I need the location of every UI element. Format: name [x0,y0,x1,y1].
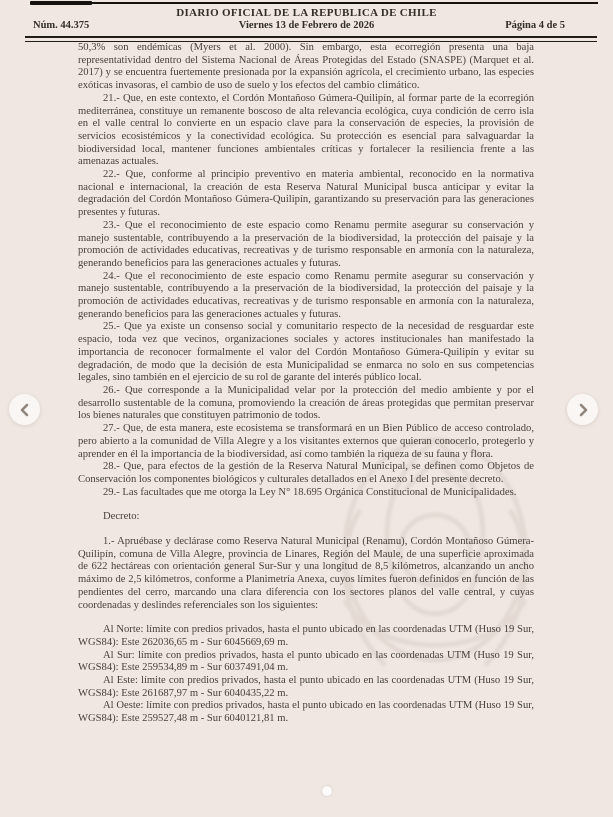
cursor-dot [322,786,332,796]
paragraph: 23.- Que el reconocimiento de este espacio como Renamu permite asegurar su conservación y manejo sustentable, contribuyendo a la preservación de la biodiversidad, la protección del paisaje y la promoción de actividades educativas, recreativas y de turismo responsable en armonía con la naturaleza, generando beneficios para las generaciones actuales y futuras. [78,219,534,269]
page-indicator: Página 4 de 5 [505,20,565,31]
scan-artifact-blob [30,1,92,5]
paragraph: 50,3% son endémicas (Myers et al. 2000). Sin embargo, esta ecorregión presenta una baja representatividad dentro del Sistema Nacional de Áreas Protegidas del Estado (SNASPE) (Marquet et al. 2017) y se encuentra fuertemente presionada por la expansión agrícola, el crecimiento urbano, las especies exóticas invasoras, el cambio de uso de suelo y los efectos del cambio climático. [78,42,534,92]
issue-date: Viernes 13 de Febrero de 2026 [238,20,375,31]
previous-page-button[interactable] [9,394,40,425]
header-meta-row [0,20,613,33]
chevron-right-icon [576,403,590,417]
paragraph: 21.- Que, en este contexto, el Cordón Montañoso Gúmera-Quilipín, al formar parte de la ecorregión mediterránea, constituye un remanente boscoso de alta relevancia ecológica, cuya condición de cerro isla en el valle central lo convierte en un espacio clave para la conservación de especies, la provisión de servicios ecosistémicos y la conectividad ecológica. Su protección es esencial para salvaguardar la biodiversidad local, mantener funciones ambientales críticas y fortalecer la resiliencia frente a las amenazas actuales. [78,92,534,168]
paragraph: Al Oeste: límite con predios privados, hasta el punto ubicado en las coordenadas UTM (Huso 19 Sur, WGS84): Este 259527,48 m - Sur 6040121,81 m. [78,700,534,725]
paragraph: Al Norte: límite con predios privados, hasta el punto ubicado en las coordenadas UTM (Huso 19 Sur, WGS84): Este 262036,65 m - Sur 6045669,69 m. [78,624,534,648]
paragraph: 27.- Que, de esta manera, este ecosistema se transformará en un Bien Público de acceso controlado, pero abierto a la comunidad de Villa Alegre y a los visitantes externos que quieran conocerlo, protegerlo y aprender en él la importancia de la biodiversidad, así como también la riqueza de su fauna y flora. [78,423,534,460]
chevron-left-icon [18,403,32,417]
paragraph: 1.- Apruébase y declárase como Reserva Natural Municipal (Renamu), Cordón Montañoso Gúmera-Quilipín, comuna de Villa Alegre, provincia de Linares, Región del Maule, de una superficie aproximada de 622 hectáreas con orientación general Sur-Sur y una longitud de 8,5 kilómetros, alcanzando un ancho máximo de 2,5 kilómetros, conforme a Planimetría Anexa, cuyos límites fueron definidos en función de las pendientes del cerro, marcando una clara diferencia con los sectores planos del valle central, y cuyas coordenadas y deslindes referenciales son los siguientes: [78,536,534,611]
paragraph: 22.- Que, conforme al principio preventivo en materia ambiental, reconocido en la normativa nacional e internacional, la creación de esta Reserva Natural Municipal busca anticipar y evitar la degradación del Cordón Montañoso Gúmera-Quilipín, garantizando su preservación para las generaciones presentes y futuras. [78,169,534,219]
paragraph: 29.- Las facultades que me otorga la Ley N° 18.695 Orgánica Constitucional de Municipalidades. [103,486,517,498]
paragraph: Al Este: límite con predios privados, hasta el punto ubicado en las coordenadas UTM (Huso 19 Sur, WGS84): Este 261687,97 m - Sur 6040435,22 m. [78,675,534,699]
paragraph: Al Sur: límite con predios privados, hasta el punto ubicado en las coordenadas UTM (Huso 19 Sur, WGS84): Este 259534,89 m - Sur 6037491,04 m. [78,649,534,674]
next-page-button[interactable] [567,394,598,425]
issue-number: Núm. 44.375 [33,20,90,31]
paragraph: 24.- Que el reconocimiento de este espacio como Renamu permite asegurar su conservación y manejo sustentable, contribuyendo a la preservación de la biodiversidad, la protección del paisaje y la promoción de actividades educativas, recreativas y de turismo responsable en armonía con la naturaleza, generando beneficios para las generaciones actuales y futuras. [78,270,534,320]
paragraph: 26.- Que corresponde a la Municipalidad velar por la protección del medio ambiente y por el desarrollo sustentable de la comuna, promoviendo la creación de áreas protegidas que permitan preservar los bienes naturales que constituyen patrimonio de todos. [78,384,534,422]
scan-artifact-line [30,2,598,4]
paragraph: 25.- Que ya existe un consenso social y comunitario respecto de la necesidad de resguardar este espacio, toda vez que vecinos, organizaciones sociales y actores institucionales han manifestado la importancia de reconocer formalmente el valor del Cordón Montañoso Gúmera-Quilipín y evitar su degradación, de modo que la decisión de esta Municipalidad se enmarca no solo en sus competencias legales, sino también en el ejercicio de su rol de garante del interés público local. [78,321,534,384]
paragraph: Decreto: [103,511,140,523]
paragraph: 28.- Que, para efectos de la gestión de la Reserva Natural Municipal, se definen como Objetos de Conservación los componentes biológicos y culturales detallados en el Anexo I del presente decreto. [78,461,534,485]
document-body [78,42,534,726]
newspaper-title: DIARIO OFICIAL DE LA REPUBLICA DE CHILE [176,7,437,19]
